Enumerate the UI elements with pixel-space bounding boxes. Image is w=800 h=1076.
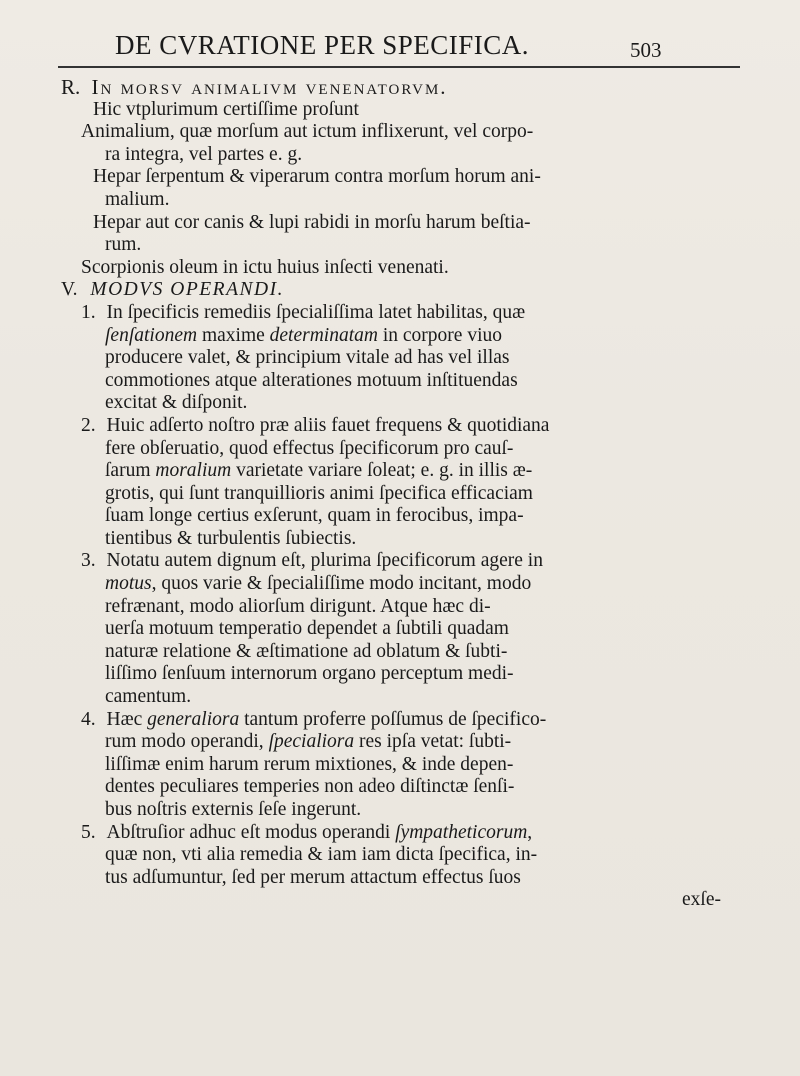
text-line	[0, 325, 800, 348]
text-line: ſuam longe certius exſerunt, quam in ferocibus, impa-	[105, 505, 524, 527]
text-line: grotis, qui ſunt tranquillioris animi ſpecifica efficaciam	[105, 482, 533, 504]
paragraph-number: 4.	[81, 708, 96, 730]
section-v-heading-line	[0, 279, 800, 302]
paragraph-first-line	[0, 415, 800, 438]
text-span: Notatu autem dignum eſt, plurima ſpecificorum agere in	[106, 550, 543, 572]
text-italic: motus	[105, 573, 152, 595]
paragraph-number: 5.	[81, 821, 96, 843]
text-line: Scorpionis oleum in ictu huius inſecti venenati.	[81, 256, 449, 278]
text-line: dentes peculiares temperies non adeo diſtinctæ ſenſi-	[105, 776, 515, 798]
text-span: rum modo operandi,	[105, 731, 269, 753]
text-span: maxime	[197, 324, 270, 346]
text-italic: moralium	[155, 460, 232, 482]
text-line: naturæ relatione & æſtimatione ad oblatum & ſubti-	[105, 640, 508, 662]
text-line: refrænant, modo aliorſum dirigunt. Atque hæc di-	[105, 595, 491, 617]
text-line: Animalium, quæ morſum aut ictum inflixerunt, vel corpo-	[81, 121, 534, 143]
text-line: producere valet, & principium vitale ad has vel illas	[105, 347, 510, 369]
section-heading: In morsv animalivm venenatorvm.	[91, 75, 448, 99]
section-heading: MODVS OPERANDI.	[90, 279, 284, 301]
text-italic: determinatam	[269, 324, 378, 346]
text-span: Hæc	[106, 708, 148, 730]
paragraph-number: 1.	[81, 301, 96, 323]
text-italic: ſpecialiora	[268, 731, 355, 753]
catchword: exſe-	[682, 889, 721, 911]
text-span: , quos varie & ſpecialiſſime modo incitant, modo	[151, 573, 532, 595]
text-line: tientibus & turbulentis ſubiectis.	[105, 527, 357, 549]
section-letter: R.	[61, 75, 81, 99]
text-line: Hepar ſerpentum & viperarum contra morſum horum ani-	[93, 166, 541, 188]
text-line: bus noſtris externis ſeſe ingerunt.	[105, 799, 362, 820]
text-span: in corpore viuo	[377, 324, 502, 346]
text-span: ſarum	[105, 460, 156, 482]
text-span: Huic adſerto noſtro præ aliis fauet frequens & quotidiana	[106, 414, 550, 436]
paragraph-first-line	[0, 709, 800, 732]
text-italic: ſenſationem	[105, 324, 198, 346]
text-span: res ipſa vetat: ſubti-	[354, 731, 512, 753]
text-line	[0, 460, 800, 483]
text-italic: generaliora	[147, 708, 240, 730]
header-rule	[58, 66, 740, 68]
text-span: varietate variare ſoleat; e. g. in illis æ-	[231, 460, 533, 482]
body-text	[0, 76, 800, 912]
running-title: DE CVRATIONE PER SPECIFICA.	[115, 30, 530, 60]
text-line: ra integra, vel partes e. g.	[105, 143, 303, 165]
page-header	[115, 30, 715, 62]
text-line: excitat & diſponit.	[105, 392, 248, 414]
paragraph-number: 2.	[81, 414, 96, 436]
text-line: tus adſumuntur, ſed per merum attactum effectus ſuos	[105, 866, 521, 888]
text-line: uerſa motuum temperatio dependet a ſubtili quadam	[105, 618, 509, 640]
text-span: Abſtruſior adhuc eſt modus operandi	[106, 821, 396, 843]
text-line: commotiones atque alterationes motuum inſtituendas	[105, 369, 518, 391]
text-line	[0, 573, 800, 596]
text-span: tantum proferre poſſumus de ſpecifico-	[239, 708, 547, 730]
text-line: Hepar aut cor canis & lupi rabidi in morſu harum beſtia-	[93, 211, 531, 233]
section-r-heading-line	[0, 76, 800, 99]
text-line: malium.	[105, 188, 170, 210]
section-letter: V.	[61, 279, 78, 301]
text-span: ,	[527, 821, 533, 843]
text-italic: ſympatheticorum	[395, 821, 528, 843]
text-line: quæ non, vti alia remedia & iam iam dicta ſpecifica, in-	[105, 844, 538, 866]
text-line: liſſimæ enim harum rerum mixtiones, & inde depen-	[105, 753, 514, 775]
text-line: liſſimo ſenſuum internorum organo perceptum medi-	[105, 663, 514, 685]
paragraph-number: 3.	[81, 550, 96, 572]
text-line: camentum.	[105, 686, 192, 708]
text-line	[0, 731, 800, 754]
text-span: In ſpecificis remediis ſpecialiſſima latet habilitas, quæ	[106, 301, 526, 323]
text-line: Hic vtplurimum certiſſime proſunt	[93, 98, 359, 120]
text-line: fere obſeruatio, quod effectus ſpecificorum pro cauſ-	[105, 437, 514, 459]
paragraph-first-line	[0, 822, 800, 845]
text-line: rum.	[105, 234, 142, 256]
paragraph-first-line	[0, 550, 800, 573]
page-number: 503	[630, 38, 662, 62]
paragraph-first-line	[0, 302, 800, 325]
